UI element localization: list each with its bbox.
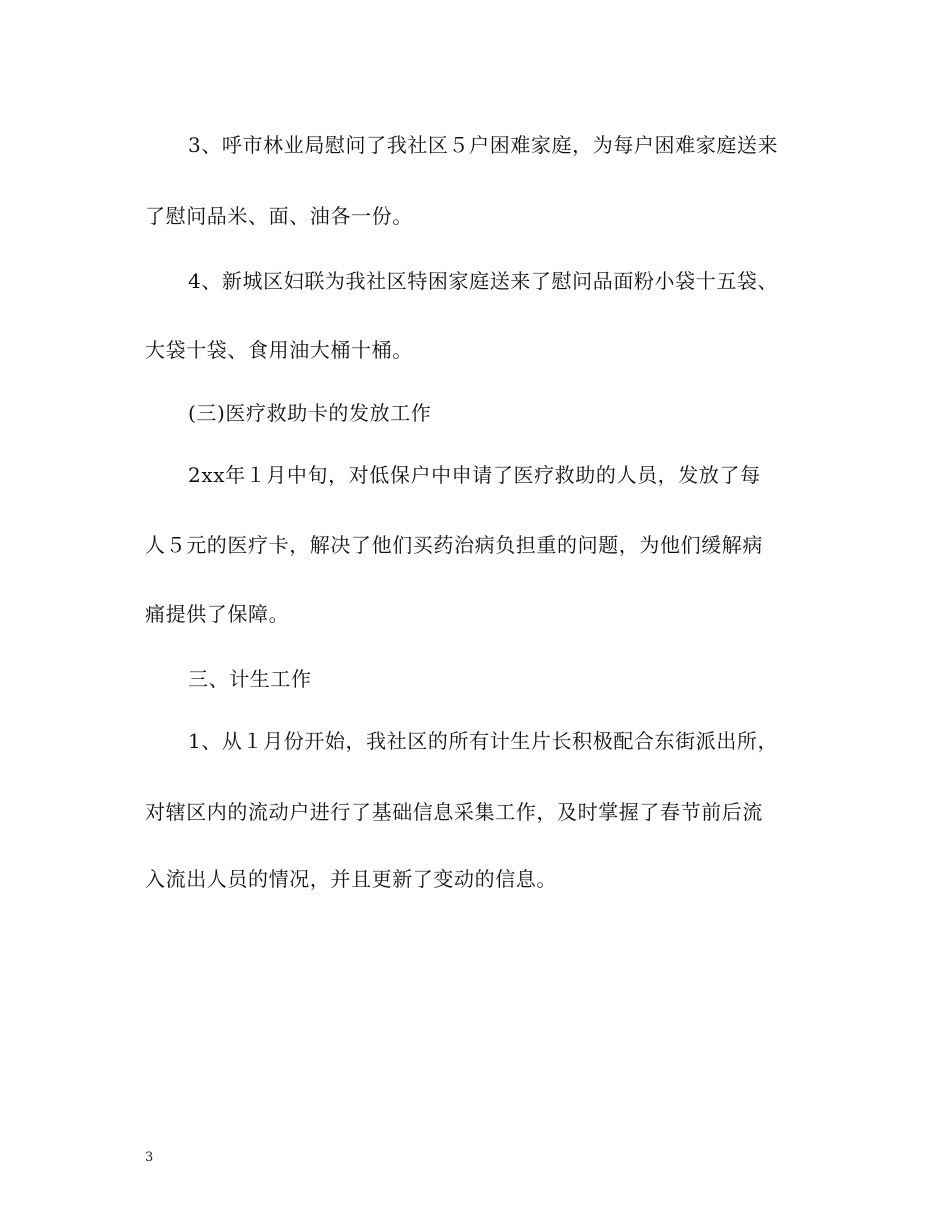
section-heading: (三)医疗救助卡的发放工作 — [188, 401, 432, 425]
paragraph-line: 大袋十袋、食用油大桶十桶。 — [145, 338, 413, 362]
paragraph-line: 痛提供了保障。 — [145, 602, 290, 626]
section-heading: 三、计生工作 — [188, 667, 312, 691]
page-number: 3 — [145, 1150, 154, 1165]
paragraph-line: 3、呼市林业局慰问了我社区５户困难家庭，为每户困难家庭送来 — [188, 133, 779, 157]
paragraph-line: 对辖区内的流动户进行了基础信息采集工作，及时掌握了春节前后流 — [145, 800, 763, 824]
paragraph-line: 人５元的医疗卡，解决了他们买药治病负担重的问题，为他们缓解病 — [145, 533, 763, 557]
paragraph-line: 1、从１月份开始，我社区的所有计生片长积极配合东街派出所， — [188, 729, 779, 753]
paragraph-line: 入流出人员的情况，并且更新了变动的信息。 — [145, 867, 557, 891]
paragraph-line: 4、新城区妇联为我社区特困家庭送来了慰问品面粉小袋十五袋、 — [188, 269, 779, 293]
paragraph-line: 2xx年１月中旬，对低保户中申请了医疗救助的人员，发放了每 — [188, 463, 761, 487]
paragraph-line: 了慰问品米、面、油各一份。 — [145, 204, 413, 228]
